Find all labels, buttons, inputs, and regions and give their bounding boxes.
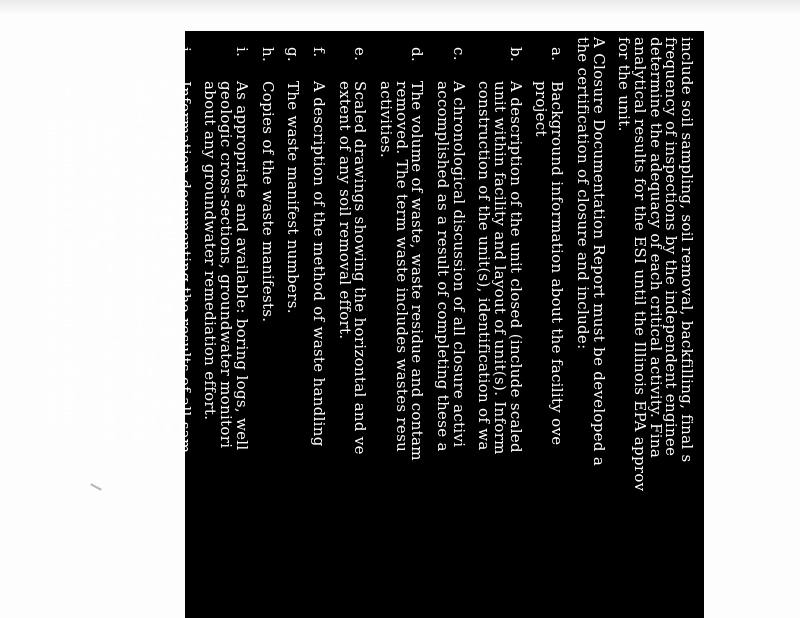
list-marker: i.	[232, 47, 251, 58]
list-marker: j.	[175, 47, 194, 58]
text-line: for the unit.	[615, 37, 634, 132]
list-item	[335, 37, 370, 612]
rotated-text-block	[45, 31, 704, 618]
text-line: Scaled drawings showing the horizontal and ve	[351, 81, 370, 455]
intro-paragraph	[616, 37, 694, 612]
text-line: A description of the method of waste handling	[309, 81, 328, 447]
text-line: A Closure Documentation Report must be developed a	[589, 37, 608, 467]
list-item	[129, 37, 192, 612]
text-line: Information documenting the results of all sam	[175, 81, 194, 454]
sub-list-marker: (1)	[103, 81, 122, 104]
list-marker: h.	[258, 47, 277, 63]
list-item	[377, 37, 427, 612]
text-line: unit within facility and layout of unit(s). Inform	[491, 81, 510, 455]
list-item	[310, 37, 326, 612]
text-line: determine the adequacy of each critical activity. Fina	[646, 37, 665, 459]
text-line: A chronological discussion of all closure activi	[449, 81, 468, 448]
sub-list-item	[87, 81, 122, 612]
closure-report-paragraph	[573, 37, 608, 612]
sub-list-item	[45, 81, 80, 612]
text-line: As appropriate and available: boring logs, well	[232, 81, 251, 451]
text-line: goal of presenting this information should be t	[160, 81, 179, 450]
text-line: The waste manifest numbers.	[284, 81, 303, 314]
text-line: analytical results for the ESI until the Illinois EPA approv	[630, 37, 649, 492]
text-line: quality assurance/quality control data.	[45, 121, 64, 427]
text-line: The volume of waste, waste residue and contam	[408, 81, 427, 461]
list-marker: c.	[449, 47, 468, 61]
text-line: identification of the reason for the samp	[103, 121, 122, 441]
text-line: accomplished as a result of completing these a	[434, 81, 453, 452]
list-marker: g.	[284, 47, 303, 62]
list-marker: e.	[351, 47, 370, 62]
text-line: the certification of closure and include:	[573, 37, 592, 350]
list-item	[434, 37, 468, 612]
text-line: activities.	[377, 81, 395, 158]
text-line: a summary in tabular form of all analyt	[61, 121, 80, 431]
text-line: construction of the unit(s), identification of wa	[475, 81, 494, 451]
list-marker: d.	[408, 47, 427, 62]
list-item	[259, 37, 275, 612]
list-item	[532, 37, 567, 612]
text-line: effort. At a minimum, this information must in	[128, 81, 147, 447]
inverted-document-page	[45, 31, 704, 618]
list-item	[476, 37, 523, 612]
text-line: Background information about the facility ove	[548, 81, 567, 446]
document-body	[46, 37, 694, 612]
list-item	[285, 37, 301, 612]
text-line: about any groundwater remediation effort.	[201, 81, 220, 421]
text-line: frequency of inspections by the independent enginee	[662, 37, 681, 457]
sub-list-marker: (2)	[61, 81, 80, 104]
text-line: manner the activities and results associated wi	[144, 81, 163, 454]
list-marker: b.	[506, 47, 525, 62]
text-line: Copies of the waste manifests.	[258, 81, 277, 323]
text-line: project	[532, 81, 551, 137]
text-line: A description of the unit closed (include scaled	[506, 81, 525, 453]
list-item	[202, 37, 249, 612]
text-line: removed. The term waste includes wastes resu	[392, 81, 411, 453]
text-line: geologic cross-sections, groundwater monitori	[217, 81, 236, 449]
text-line: goals of the effort;	[87, 121, 106, 268]
text-line: include soil sampling, soil removal, backfilling, final s	[678, 37, 696, 463]
list-marker: a.	[548, 47, 567, 62]
text-line: extent of any soil removal effort.	[335, 81, 354, 340]
scan-top-edge	[0, 0, 800, 14]
list-marker: f.	[309, 47, 328, 58]
